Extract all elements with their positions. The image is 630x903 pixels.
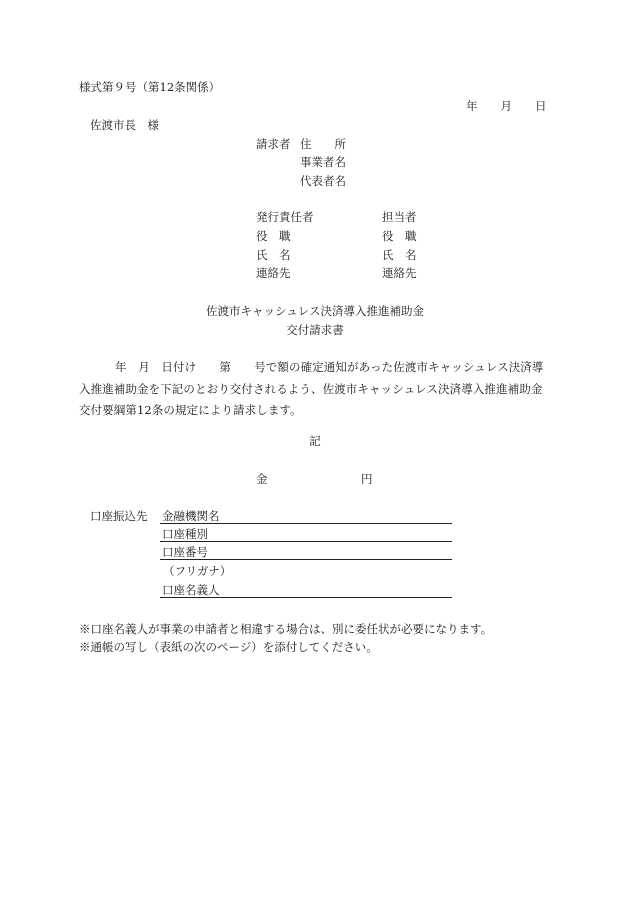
bank-institution-line: [160, 523, 452, 524]
bank-furigana-label: （フリガナ）: [163, 564, 232, 578]
addressee: 佐渡市長 様: [90, 118, 159, 132]
staff-position-label: 役 職: [382, 229, 417, 243]
bank-number-label: 口座番号: [162, 545, 208, 559]
issuer-contact-label: 連絡先: [256, 266, 291, 280]
amount-kin-label: 金: [256, 472, 268, 486]
bank-heading: 口座振込先: [90, 509, 148, 523]
representative-label: 代表者名: [300, 174, 346, 188]
staff-name-label: 氏 名: [382, 248, 417, 262]
form-number: 様式第９号（第12条関係）: [79, 80, 221, 94]
bank-type-label: 口座種別: [162, 527, 208, 541]
business-name-label: 事業者名: [300, 155, 346, 169]
issuer-name-label: 氏 名: [256, 248, 291, 262]
staff-label: 担当者: [382, 210, 417, 224]
bank-holder-line: [160, 597, 452, 598]
bank-holder-label: 口座名義人: [162, 583, 220, 597]
document-title-line1: 佐渡市キャッシュレス決済導入推進補助金: [206, 304, 424, 318]
address-label: 住 所: [300, 137, 346, 151]
staff-contact-label: 連絡先: [382, 266, 417, 280]
document-title-line2: 交付請求書: [286, 323, 344, 337]
body-paragraph: 年 月 日付け 第 号で額の確定通知があった佐渡市キャッシュレス決済導入推進補助金を下記のとおり交付されるよう、佐渡市キャッシュレス決済導入推進補助金交付要綱第12条の規定により請求します。: [79, 360, 544, 417]
note-2: ※通帳の写し（表紙の次のページ）を添付してください。: [79, 640, 378, 654]
issuer-responsible-label: 発行責任者: [256, 210, 314, 224]
bank-institution-label: 金融機関名: [162, 509, 220, 523]
issuer-position-label: 役 職: [256, 229, 291, 243]
ki-heading: 記: [309, 434, 321, 448]
bank-type-line: [160, 541, 452, 542]
requester-label: 請求者: [256, 137, 291, 151]
date-line: 年 月 日: [466, 99, 547, 113]
bank-number-line: [160, 559, 452, 560]
amount-yen-label: 円: [361, 472, 373, 486]
note-1: ※口座名義人が事業の申請者と相違する場合は、別に委任状が必要になります。: [79, 622, 493, 636]
